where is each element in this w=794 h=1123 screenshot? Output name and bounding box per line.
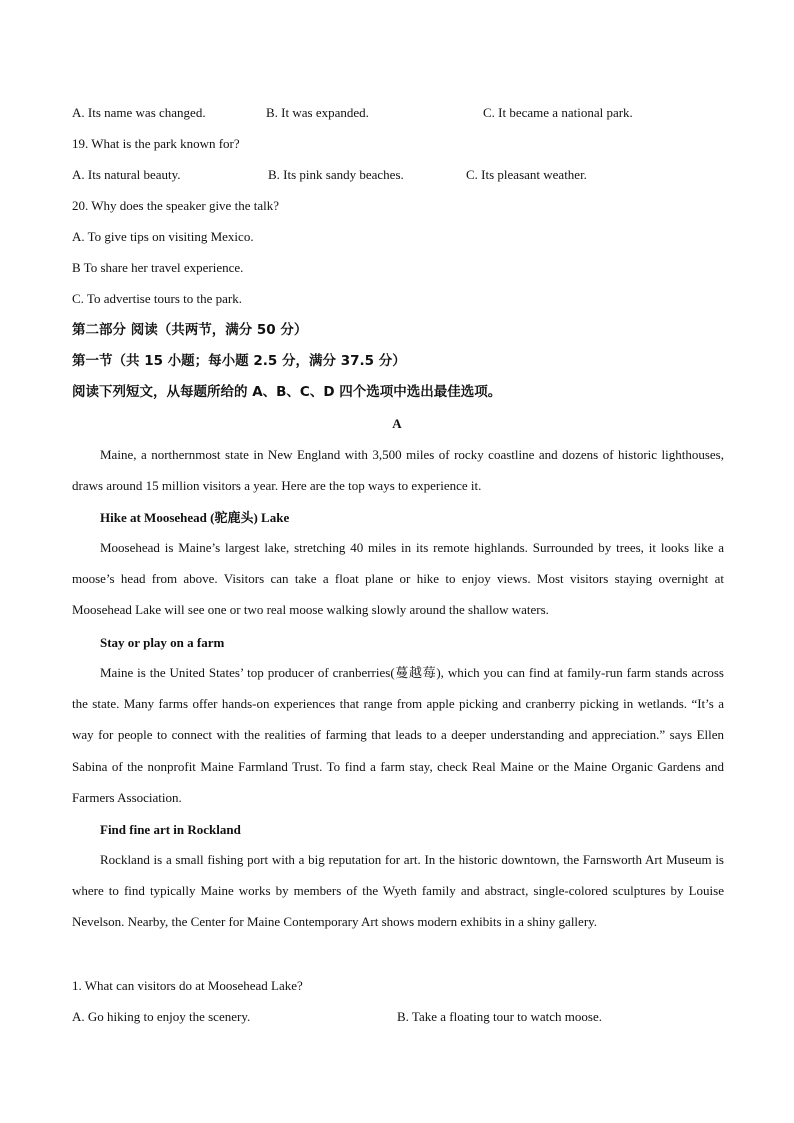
- q20-question: 20. Why does the speaker give the talk?: [72, 198, 279, 213]
- paragraph-moosehead-text: Moosehead is Maine’s largest lake, stretching 40 miles in its remote highlands. Surrounded by trees, it looks like a moose’s head from above. Visitors can take a float plane or hike to enjoy views. Most visitors staying overnight at Moosehead Lake will see one or two real moose walking slowly around the shallow waters.: [72, 540, 724, 618]
- heading-moosehead: Hike at Moosehead (驼鹿头) Lake: [100, 510, 290, 525]
- part-title: 第二部分 阅读（共两节，满分 50 分）: [72, 322, 308, 338]
- passage-intro-text: Maine, a northernmost state in New England with 3,500 miles of rocky coastline and dozens of historic lighthouses, draws around 15 million visitors a year. Here are the top ways to experience it.: [72, 447, 724, 494]
- passage-intro: [72, 439, 724, 501]
- q19-option-c: C. Its pleasant weather.: [466, 167, 587, 182]
- q18-option-c: C. It became a national park.: [483, 105, 633, 120]
- q1-question: 1. What can visitors do at Moosehead Lake?: [72, 978, 303, 993]
- heading-farm: Stay or play on a farm: [100, 635, 225, 650]
- q20-option-c: C. To advertise tours to the park.: [72, 291, 242, 306]
- q1-option-b: B. Take a floating tour to watch moose.: [397, 1009, 602, 1024]
- q19-question: 19. What is the park known for?: [72, 136, 240, 151]
- heading-rockland: Find fine art in Rockland: [100, 822, 241, 837]
- section-title: 第一节（共 15 小题；每小题 2.5 分，满分 37.5 分）: [72, 353, 406, 369]
- q19-option-b: B. Its pink sandy beaches.: [268, 167, 404, 182]
- paragraph-moosehead: [72, 532, 724, 626]
- q20-option-a: A. To give tips on visiting Mexico.: [72, 229, 254, 244]
- q1-option-a: A. Go hiking to enjoy the scenery.: [72, 1009, 251, 1024]
- paragraph-rockland: [72, 844, 724, 938]
- q20-option-b: B To share her travel experience.: [72, 260, 244, 275]
- instruction: 阅读下列短文，从每题所给的 A、B、C、D 四个选项中选出最佳选项。: [72, 384, 502, 400]
- q18-option-a: A. Its name was changed.: [72, 105, 206, 120]
- paragraph-rockland-text: Rockland is a small fishing port with a big reputation for art. In the historic downtown, the Farnsworth Art Museum is where to find typically Maine works by members of the Wyeth family and abstract, single-colored sculptures by Louise Nevelson. Nearby, the Center for Maine Contemporary Art shows modern exhibits in a shiny gallery.: [72, 852, 724, 930]
- q19-option-a: A. Its natural beauty.: [72, 167, 181, 182]
- paragraph-farm: [72, 657, 724, 813]
- passage-label: A: [392, 416, 402, 431]
- paragraph-farm-text: Maine is the United States’ top producer of cranberries(蔓越莓), which you can find at family-run farm stands across the state. Many farms offer hands-on experiences that range from apple picking and cranberry picking in wetlands. “It’s a way for people to connect with the realities of farming that leads to a deeper understanding and appreciation.” says Ellen Sabina of the nonprofit Maine Farmland Trust. To find a farm stay, check Real Maine or the Maine Organic Gardens and Farmers Association.: [72, 665, 724, 805]
- q18-option-b: B. It was expanded.: [266, 105, 369, 120]
